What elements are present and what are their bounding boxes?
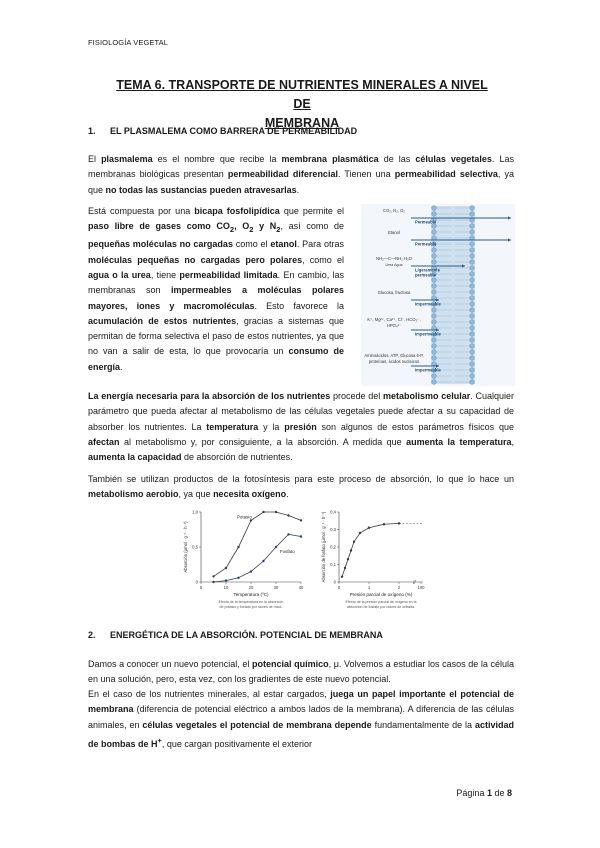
data-point bbox=[350, 549, 352, 551]
section-1-heading bbox=[88, 126, 357, 136]
data-point bbox=[212, 581, 214, 583]
chart-temperature bbox=[183, 510, 304, 610]
y-tick-label: 0,5 bbox=[192, 544, 198, 550]
permeability-status: Permeable bbox=[415, 219, 437, 225]
paragraph-5: Damos a conocer un nuevo potencial, el potencial químico, μ. Volvemos a estudiar los casos de la célula en una solución, pero, esta vez, con los gradientes de este nuevo potencial. bbox=[88, 659, 514, 685]
permeability-status: permeable bbox=[415, 272, 436, 278]
data-point bbox=[300, 535, 302, 537]
x-tick-label: 1 bbox=[367, 585, 371, 590]
data-point bbox=[225, 567, 227, 569]
section-title: ENERGÉTICA DE LA ABSORCIÓN. POTENCIAL DE MEMBRANA bbox=[110, 630, 383, 640]
data-point bbox=[344, 567, 346, 569]
running-header: FISIOLOGÍA VEGETAL bbox=[88, 38, 169, 47]
membrane-permeability-figure bbox=[361, 204, 515, 386]
section-number: 1. bbox=[88, 126, 96, 136]
axis-break-icon: // bbox=[413, 580, 416, 586]
data-point bbox=[237, 546, 239, 548]
absorption-charts bbox=[177, 504, 449, 624]
data-point bbox=[212, 575, 214, 577]
chart-caption: Efecto de la temperatura en la absorción bbox=[218, 600, 284, 604]
paragraph-4: También se utilizan productos de la fotosíntesis para este proceso de absorción, lo que lo hace un metabolismo aerobio, ya que necesita oxígeno. bbox=[88, 474, 514, 500]
y-tick-label: 0,4 bbox=[330, 509, 336, 515]
data-point bbox=[225, 579, 227, 581]
data-point bbox=[250, 519, 252, 521]
title-line-1: TEMA 6. TRANSPORTE DE NUTRIENTES MINERALES A NIVEL DE bbox=[116, 78, 488, 111]
x-tick-label: 2 bbox=[397, 585, 401, 590]
paragraph-1: El plasmalema es el nombre que recibe la membrana plasmática de las células vegetales. Las membranas biológicas presentan permeabilidad diferencial. Tienen una permeabilidad selectiva, ya que no todas las sustancias pueden atravesarlas. bbox=[88, 154, 514, 195]
x-tick-label: 10 bbox=[223, 585, 229, 590]
molecule-label: HPO₄²⁻ bbox=[386, 323, 402, 328]
y-tick-label: 0,1 bbox=[330, 562, 336, 567]
molecule-sublabel: Urea Agua bbox=[385, 263, 403, 267]
y-axis-label: Absorción (μmol · g⁻¹ · h⁻¹) bbox=[183, 521, 188, 573]
molecule-label: K⁺, Mg²⁺, Ca²⁺, Cl⁻, HCO₃⁻, bbox=[367, 317, 421, 322]
data-point bbox=[262, 560, 264, 562]
section-2-heading bbox=[88, 630, 383, 640]
section-title: EL PLASMALEMA COMO BARRERA DE PERMEABILIDAD bbox=[110, 126, 358, 136]
x-tick-label: 30 bbox=[273, 585, 279, 590]
molecule-label: Etanol bbox=[388, 230, 400, 235]
data-point bbox=[341, 576, 343, 578]
data-point bbox=[383, 523, 385, 525]
data-point bbox=[262, 511, 264, 513]
page-title bbox=[110, 76, 494, 133]
data-point bbox=[353, 541, 355, 543]
data-point bbox=[287, 514, 289, 516]
x-tick-label: 100 bbox=[417, 585, 425, 590]
data-point bbox=[275, 511, 277, 513]
page-total: 8 bbox=[506, 788, 512, 798]
y-tick-label: 0,2 bbox=[330, 544, 336, 550]
chart-caption: Efecto de la presión parcial de oxígeno en la bbox=[345, 600, 417, 604]
page-footer: Página 1 de 8 bbox=[456, 788, 512, 798]
x-tick-label: 0 bbox=[199, 585, 203, 590]
chart-caption: absorción de fosfato por raíces de cebada. bbox=[346, 605, 416, 609]
page-number: 1 bbox=[486, 788, 492, 798]
data-point bbox=[347, 558, 349, 560]
permeability-status: Impermeable bbox=[415, 367, 441, 373]
series-label: Fosfato bbox=[280, 549, 295, 554]
data-point bbox=[300, 519, 302, 521]
membrane-bilayer bbox=[431, 206, 475, 384]
title-line-2: MEMBRANA bbox=[264, 116, 340, 130]
series-line bbox=[214, 534, 302, 582]
series-label: Potasio bbox=[237, 514, 252, 520]
x-tick-label: 20 bbox=[248, 585, 254, 590]
data-point bbox=[368, 527, 370, 529]
data-point bbox=[287, 533, 289, 535]
x-tick-label: 40 bbox=[298, 585, 304, 590]
data-point bbox=[359, 532, 361, 534]
data-point bbox=[237, 577, 239, 579]
paragraph-3: La energía necesaria para la absorción de los nutrientes procede del metabolismo celular. Cualquier parámetro que pueda afectar al metabolismo de las células vegetales puede afectar a su capacidad de absorber los nutrientes. La temperatura y la presión son algunos de estos parámetros físicos que afectan al metabolismo y, por consiguiente, a la absorción. A medida que aumenta la temperatura, aumenta la capacidad de absorción de nutrientes. bbox=[88, 391, 515, 463]
data-point bbox=[275, 546, 277, 548]
permeability-status: Ligeramente bbox=[415, 267, 440, 273]
chart-oxygen bbox=[321, 510, 425, 610]
x-axis-label: Presión parcial de oxígeno (%) bbox=[349, 592, 413, 597]
section-number: 2. bbox=[88, 630, 96, 640]
permeability-status: Impermeable bbox=[415, 301, 441, 307]
paragraph-2: Está compuesta por una bicapa fosfolipídica que permite el paso libre de gases como $CO_2$, $O_2$ y $N_2$, así como de pequeñas moléculas no cargadas como el etanol. Para otras moléculas pequeñas no cargadas pero polares, como el agua o la urea, tiene permeabilidad limitada. En cambio, las membranas son impermeables a moléculas polares mayores, iones y macromoléculas. Esto favorece la acumulación de estos nutrientes, gracias a sistemas que permitan de forma selectiva el paso de estos nutrientes, ya que no van a salir de esta, lo que provocaría un consumo de energía. bbox=[88, 206, 345, 372]
permeability-status: Impermeable bbox=[415, 331, 441, 337]
y-tick-label: 1,0 bbox=[192, 509, 198, 515]
y-tick-label: 0 bbox=[333, 579, 336, 585]
permeability-status: Permeable bbox=[415, 241, 437, 247]
y-tick-label: 0 bbox=[195, 579, 198, 585]
paragraph-6: En el caso de los nutrientes minerales, al estar cargados, juega un papel importante el potencial de membrana (diferencia de potencial eléctrico a ambos lados de la membrana). A diferencia de las células animales, en células vegetales el potencial de membrana depende fundamentalmente de la actividad de bombas de H+, que cargan positivamente el exterior bbox=[88, 689, 515, 749]
molecule-label: CO₂, N₂, O₂ bbox=[382, 208, 406, 213]
y-axis-label: Absorción de fosfato (μmol · g⁻¹ · h⁻¹) bbox=[321, 511, 326, 583]
molecule-label: NH₂—C—NH₂ H₂O bbox=[376, 256, 412, 261]
data-point bbox=[250, 570, 252, 572]
molecule-label: Aminoácidos, ATP, Glucosa 6-P, bbox=[364, 353, 424, 358]
y-tick-label: 0,3 bbox=[330, 527, 336, 532]
x-tick-label: 0 bbox=[337, 585, 341, 590]
x-axis-label: Temperatura (ºC) bbox=[233, 592, 269, 597]
molecule-label: Glucosa, fructosa bbox=[377, 290, 411, 295]
molecule-label: proteínas, ácidos nucleicos bbox=[368, 359, 420, 364]
chart-caption: de potasio y fosfato por raíces de maíz. bbox=[219, 605, 283, 609]
